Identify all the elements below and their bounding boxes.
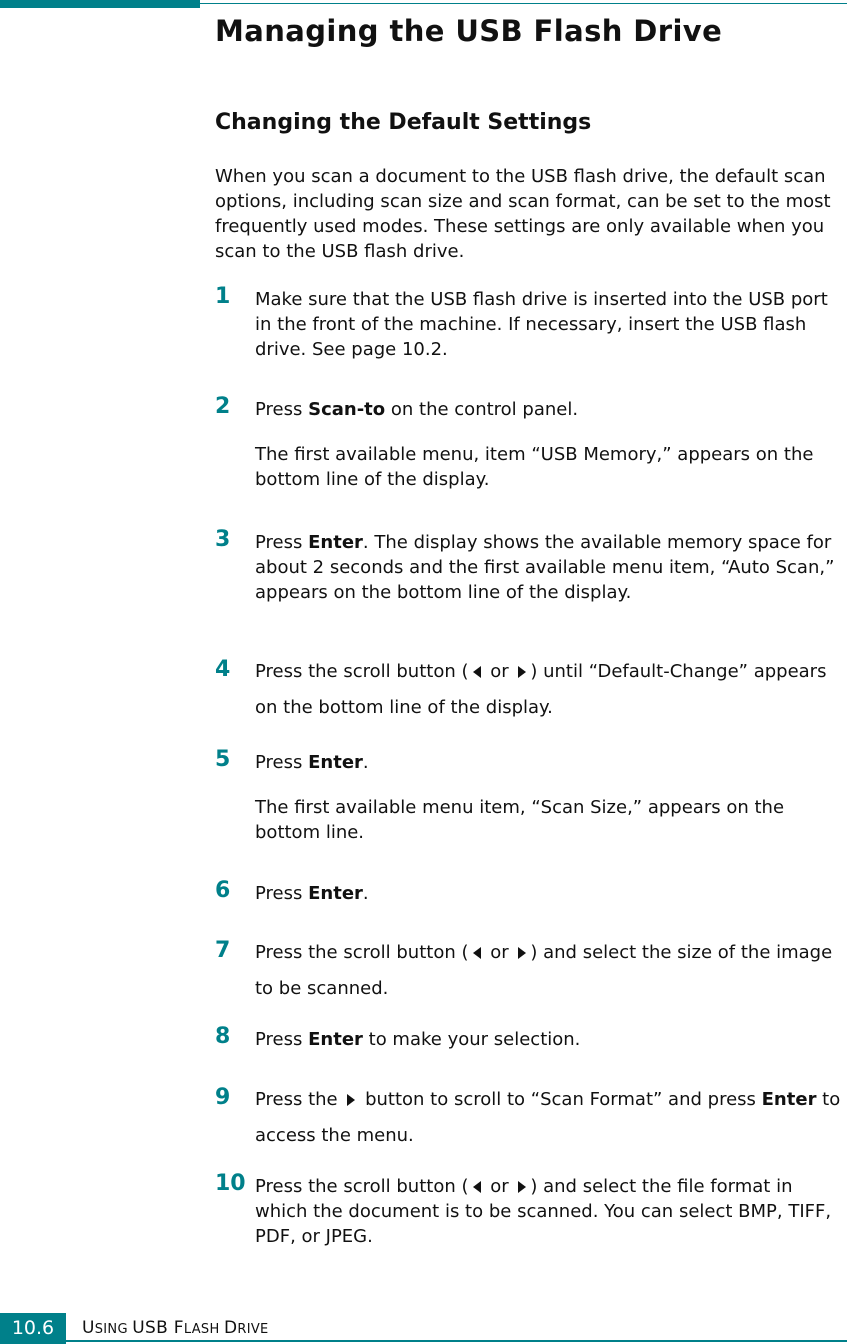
key-enter: Enter xyxy=(308,883,363,904)
step-note: The first available menu item, “Scan Size,” appears on the bottom line. xyxy=(255,797,785,843)
scroll-right-icon xyxy=(518,666,526,678)
step-9 xyxy=(215,1085,845,1154)
page-number: 10.6 xyxy=(0,1313,66,1344)
step-text: Press the scroll button ( or ) and select the file format in which the document is to be scanned. You can select BMP, TIFF, PDF, or JPEG. xyxy=(255,1176,832,1247)
key-enter: Enter xyxy=(308,532,363,553)
step-number: 3 xyxy=(215,527,231,552)
step-number: 5 xyxy=(215,747,231,772)
key-scan-to: Scan-to xyxy=(308,399,386,420)
scroll-right-icon xyxy=(347,1094,355,1106)
step-number: 10 xyxy=(215,1171,246,1196)
step-8 xyxy=(215,1024,845,1052)
step-6 xyxy=(215,878,845,906)
step-7 xyxy=(215,938,845,1007)
step-number: 4 xyxy=(215,657,231,682)
step-10 xyxy=(215,1171,845,1249)
page-title: Managing the USB Flash Drive xyxy=(215,14,723,48)
step-text: Press Enter to make your selection. xyxy=(255,1029,581,1050)
scroll-left-icon xyxy=(473,947,481,959)
step-text: Press the scroll button ( or ) and select the size of the image to be scanned. xyxy=(255,942,833,999)
step-number: 7 xyxy=(215,938,231,963)
step-text: Press Enter. xyxy=(255,752,369,773)
step-number: 6 xyxy=(215,878,231,903)
step-text: Press the scroll button ( or ) until “Default-Change” appears on the bottom line of the display. xyxy=(255,661,827,718)
footer-section-title: USING USB FLASH DRIVE xyxy=(82,1318,269,1338)
step-text: Press Enter. The display shows the available memory space for about 2 seconds and the first available menu item, “Auto Scan,” appears on the bottom line of the display. xyxy=(255,532,835,603)
scroll-right-icon xyxy=(518,1181,526,1193)
scroll-left-icon xyxy=(473,666,481,678)
step-text: Make sure that the USB flash drive is inserted into the USB port in the front of the machine. If necessary, insert the USB flash drive. See page 10.2. xyxy=(255,289,828,360)
step-1 xyxy=(215,284,845,362)
step-text: Press Scan-to on the control panel. xyxy=(255,399,579,420)
key-enter: Enter xyxy=(308,1029,363,1050)
intro-paragraph: When you scan a document to the USB flash drive, the default scan options, including scan size and scan format, can be set to the most frequently used modes. These settings are only available when you scan to the USB flash drive. xyxy=(215,166,831,262)
key-enter: Enter xyxy=(761,1089,817,1110)
header-accent-bar xyxy=(0,0,200,8)
section-heading: Changing the Default Settings xyxy=(215,110,592,135)
step-note: The first available menu, item “USB Memory,” appears on the bottom line of the display. xyxy=(255,444,814,490)
scroll-left-icon xyxy=(473,1181,481,1193)
header-rule xyxy=(200,3,847,4)
step-number: 2 xyxy=(215,394,231,419)
step-text: Press the button to scroll to “Scan Format” and press Enter to access the menu. xyxy=(255,1089,841,1146)
scroll-right-icon xyxy=(518,947,526,959)
step-3 xyxy=(215,527,845,605)
step-4 xyxy=(215,657,845,726)
step-number: 8 xyxy=(215,1024,231,1049)
step-text: Press Enter. xyxy=(255,883,369,904)
footer-rule xyxy=(66,1340,847,1342)
step-number: 9 xyxy=(215,1085,231,1110)
key-enter: Enter xyxy=(308,752,363,773)
step-number: 1 xyxy=(215,284,231,309)
step-2 xyxy=(215,394,845,492)
step-5 xyxy=(215,747,845,845)
